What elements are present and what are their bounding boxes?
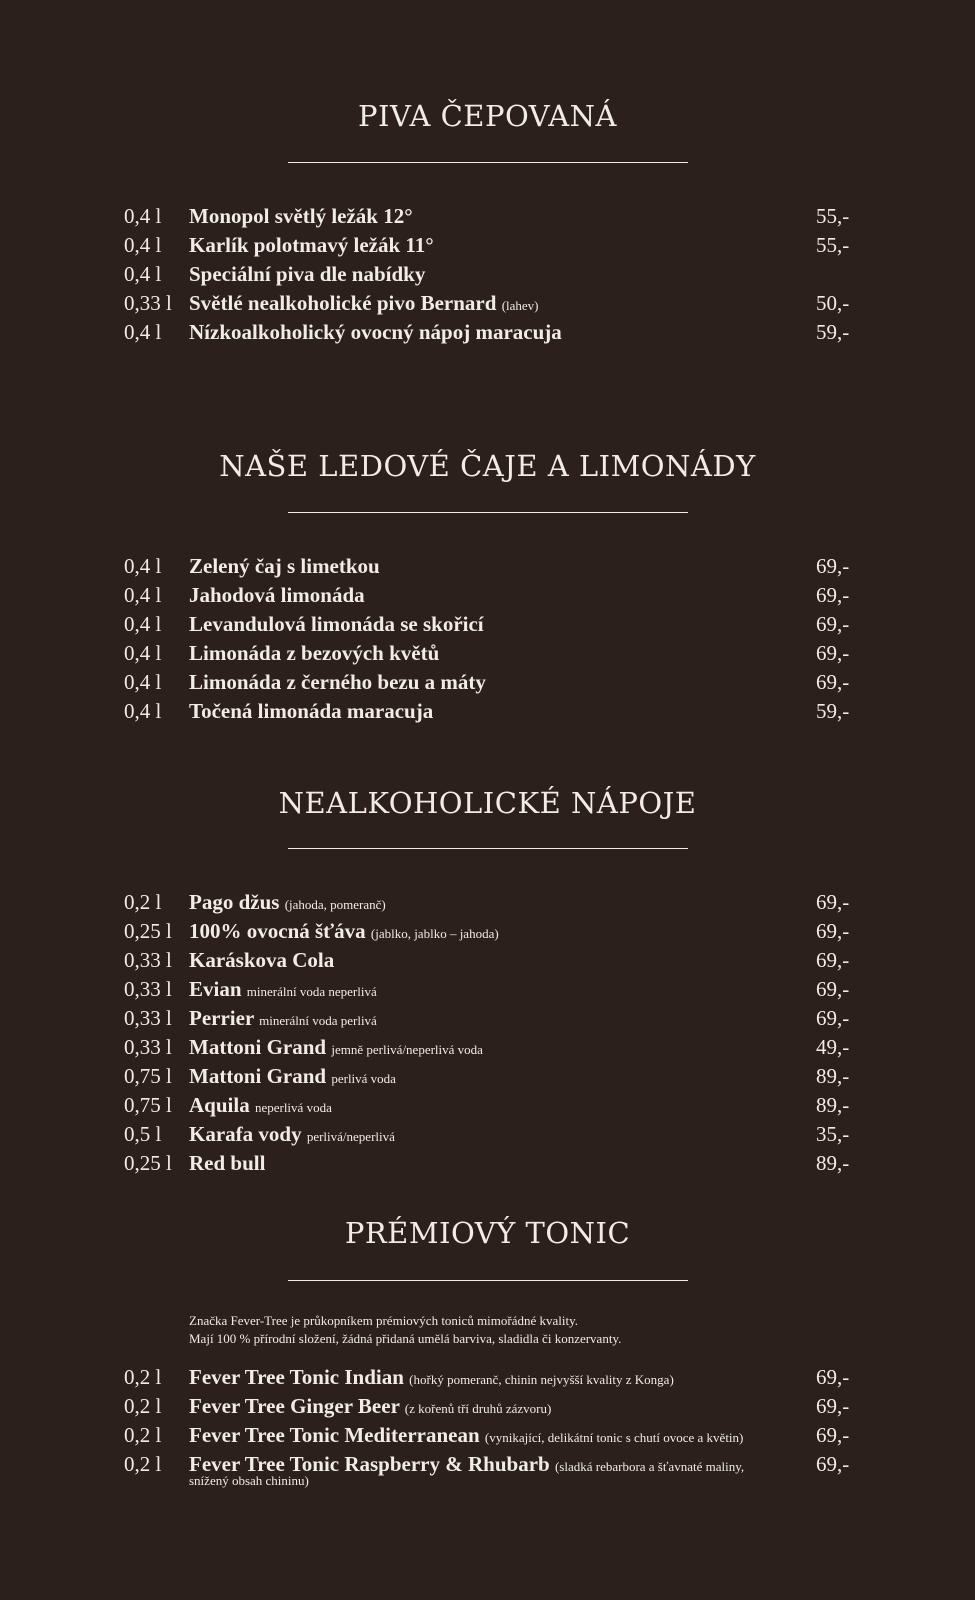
item-name [189, 1363, 674, 1394]
section-description [189, 1312, 809, 1348]
menu-item [0, 1421, 975, 1450]
item-price: 35,- [816, 1122, 850, 1146]
item-note: (hořký pomeranč, chinin nejvyšší kvality z Konga) [409, 1372, 674, 1387]
menu-item [0, 1004, 975, 1033]
menu-item [0, 975, 975, 1004]
menu-item [0, 1062, 975, 1091]
item-name [189, 1004, 377, 1035]
item-name [189, 975, 377, 1006]
item-volume: 0,2 l [124, 890, 162, 914]
item-name [189, 289, 539, 320]
item-name-text: Fever Tree Tonic Raspberry & Rhubarb [189, 1452, 550, 1476]
item-name: Limonáda z černého bezu a máty [189, 670, 486, 694]
item-price: 59,- [816, 320, 850, 344]
item-price: 59,- [816, 699, 850, 723]
section-title: NEALKOHOLICKÉ NÁPOJE [278, 786, 697, 820]
item-volume: 0,4 l [124, 612, 162, 636]
menu-item [0, 1120, 975, 1149]
item-name: Točená limonáda maracuja [189, 699, 434, 723]
section-ledove-caje [0, 448, 975, 513]
item-price: 69,- [816, 1394, 850, 1418]
item-price: 69,- [816, 641, 850, 665]
item-name [189, 1392, 551, 1423]
item-note: (sladká rebarbora a šťavnaté maliny, [554, 1459, 745, 1474]
menu-item [0, 668, 975, 697]
item-note: (jablko, jablko – jahoda) [370, 926, 499, 941]
item-name: Speciální piva dle nabídky [189, 262, 426, 286]
menu-item [0, 1091, 975, 1120]
menu-item [0, 610, 975, 639]
item-volume: 0,2 l [124, 1365, 162, 1389]
item-note: perlivá voda [331, 1071, 396, 1086]
item-name: Limonáda z bezových květů [189, 641, 440, 665]
section-piva-cepovana [0, 98, 975, 163]
menu-item [0, 917, 975, 946]
section-divider [288, 512, 688, 513]
item-name: Karlík polotmavý ležák 11° [189, 233, 434, 257]
item-price: 69,- [816, 977, 850, 1001]
item-price: 89,- [816, 1151, 850, 1175]
item-volume: 0,25 l [124, 1151, 172, 1175]
item-volume: 0,4 l [124, 320, 162, 344]
item-name [189, 888, 386, 919]
item-volume: 0,4 l [124, 699, 162, 723]
item-price: 69,- [816, 1006, 850, 1030]
item-name [189, 1033, 483, 1064]
menu-item [0, 202, 975, 231]
item-name [189, 917, 499, 948]
item-name-text: Mattoni Grand [189, 1064, 327, 1088]
item-name-text: Mattoni Grand [189, 1035, 327, 1059]
item-volume: 0,33 l [124, 948, 172, 972]
item-name: Karáskova Cola [189, 948, 335, 972]
item-price: 69,- [816, 612, 850, 636]
item-name-text: Evian [189, 977, 242, 1001]
item-volume: 0,4 l [124, 262, 162, 286]
item-price: 69,- [816, 919, 850, 943]
item-volume: 0,4 l [124, 233, 162, 257]
item-volume: 0,4 l [124, 670, 162, 694]
item-price: 89,- [816, 1064, 850, 1088]
section-divider [288, 162, 688, 163]
item-volume: 0,2 l [124, 1394, 162, 1418]
item-price: 69,- [816, 1423, 850, 1447]
item-volume: 0,2 l [124, 1423, 162, 1447]
item-name-text: Karafa vody [189, 1122, 302, 1146]
menu-item [0, 289, 975, 318]
item-volume: 0,4 l [124, 583, 162, 607]
item-volume: 0,4 l [124, 204, 162, 228]
item-name: Monopol světlý ležák 12° [189, 204, 413, 228]
item-price: 89,- [816, 1093, 850, 1117]
item-price: 69,- [816, 948, 850, 972]
item-volume: 0,75 l [124, 1064, 172, 1088]
item-volume: 0,5 l [124, 1122, 162, 1146]
section-divider [288, 1280, 688, 1281]
item-name-text: Aquila [189, 1093, 250, 1117]
item-volume: 0,2 l [124, 1452, 162, 1476]
section-nealkoholicke-napoje [0, 785, 975, 849]
item-name-text: Fever Tree Tonic Indian [189, 1365, 404, 1389]
item-volume: 0,4 l [124, 554, 162, 578]
section-premiovy-tonic [0, 1215, 975, 1281]
section-title: PIVA ČEPOVANÁ [358, 99, 617, 133]
item-note-continuation: snížený obsah chininu) [189, 1473, 309, 1488]
item-price: 69,- [816, 890, 850, 914]
item-price: 55,- [816, 204, 850, 228]
item-note: minerální voda neperlivá [246, 984, 377, 999]
item-name-text: Perrier [189, 1006, 254, 1030]
section-title: PRÉMIOVÝ TONIC [344, 1216, 631, 1250]
menu-item [0, 888, 975, 917]
item-name: Levandulová limonáda se skořicí [189, 612, 484, 636]
item-note: (jahoda, pomeranč) [284, 897, 386, 912]
menu-item [0, 639, 975, 668]
description-line: Mají 100 % přírodní složení, žádná přidaná umělá barviva, sladidla či konzervanty. [189, 1331, 622, 1346]
item-name: Nízkoalkoholický ovocný nápoj maracuja [189, 320, 562, 344]
item-volume: 0,75 l [124, 1093, 172, 1117]
menu-item [0, 1363, 975, 1392]
section-divider [288, 848, 688, 849]
item-name: Zelený čaj s limetkou [189, 554, 380, 578]
menu-list [0, 202, 975, 347]
item-note: (vynikající, delikátní tonic s chutí ovoce a květin) [484, 1430, 744, 1445]
item-name [189, 1091, 332, 1122]
menu-item [0, 1033, 975, 1062]
item-volume: 0,33 l [124, 291, 172, 315]
item-name: Red bull [189, 1151, 266, 1175]
item-note: jemně perlivá/neperlivá voda [331, 1042, 483, 1057]
menu-item [0, 1149, 975, 1178]
description-line: Značka Fever-Tree je průkopníkem prémiových toniců mimořádné kvality. [189, 1313, 579, 1328]
item-volume: 0,33 l [124, 1006, 172, 1030]
item-note: minerální voda perlivá [259, 1013, 377, 1028]
menu-item [0, 260, 975, 289]
item-name [189, 1421, 743, 1452]
item-name-text: Fever Tree Tonic Mediterranean [189, 1423, 480, 1447]
menu-item [0, 697, 975, 726]
menu-item [0, 1450, 975, 1479]
item-price: 69,- [816, 1365, 850, 1389]
item-name: Jahodová limonáda [189, 583, 365, 607]
item-name [189, 1062, 396, 1093]
item-name-text: Fever Tree Ginger Beer [189, 1394, 400, 1418]
item-name-text: Pago džus [189, 890, 280, 914]
item-price: 50,- [816, 291, 850, 315]
menu-item [0, 318, 975, 347]
item-volume: 0,33 l [124, 977, 172, 1001]
menu-item [0, 231, 975, 260]
item-volume: 0,4 l [124, 641, 162, 665]
item-price: 69,- [816, 1452, 850, 1476]
item-price: 69,- [816, 554, 850, 578]
item-volume: 0,33 l [124, 1035, 172, 1059]
menu-list [0, 552, 975, 726]
menu-list [0, 1363, 975, 1488]
menu-list [0, 888, 975, 1178]
item-name-text: 100% ovocná šťáva [189, 919, 366, 943]
item-note: neperlivá voda [254, 1100, 332, 1115]
menu-item [0, 1392, 975, 1421]
item-note: (lahev) [501, 298, 539, 313]
item-note: perlivá/neperlivá [306, 1129, 395, 1144]
item-name-text: Světlé nealkoholické pivo Bernard [189, 291, 497, 315]
item-price: 69,- [816, 583, 850, 607]
item-volume: 0,25 l [124, 919, 172, 943]
item-price: 69,- [816, 670, 850, 694]
item-price: 49,- [816, 1035, 850, 1059]
menu-item [0, 946, 975, 975]
item-note: (z kořenů tří druhů zázvoru) [404, 1401, 552, 1416]
menu-item [0, 581, 975, 610]
item-name [189, 1120, 395, 1151]
section-title: NAŠE LEDOVÉ ČAJE A LIMONÁDY [219, 449, 756, 483]
menu-item [0, 552, 975, 581]
item-price: 55,- [816, 233, 850, 257]
